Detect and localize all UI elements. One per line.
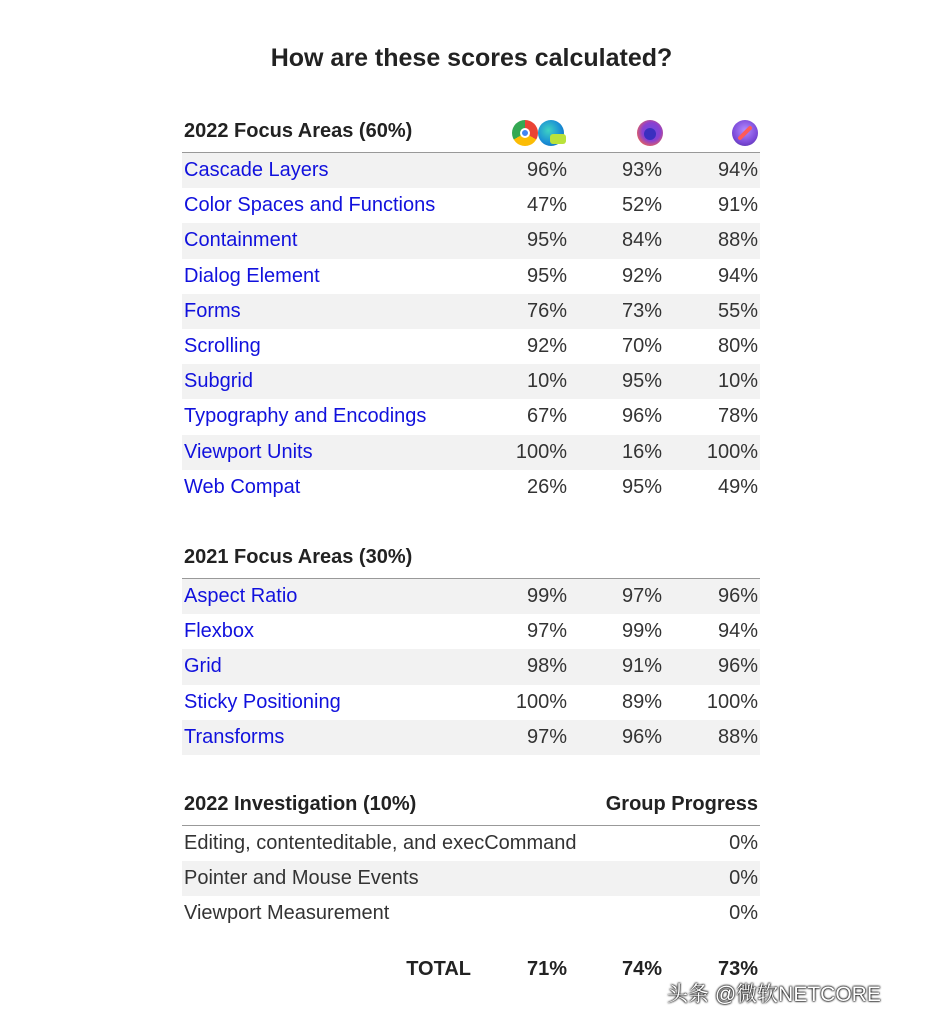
score-cell: 95%	[621, 370, 662, 393]
group-progress-heading: Group Progress	[605, 793, 758, 815]
feature-link-flexbox[interactable]: Flexbox	[184, 620, 255, 643]
feature-link-dialog-element[interactable]: Dialog Element	[184, 264, 320, 287]
score-cell: 89%	[621, 690, 662, 713]
score-cell: 100%	[515, 440, 567, 463]
table-row	[182, 223, 760, 258]
score-cell: 49%	[717, 475, 758, 498]
feature-link-subgrid[interactable]: Subgrid	[184, 370, 253, 393]
score-cell: 94%	[717, 159, 758, 181]
score-cell: 10%	[717, 370, 758, 393]
watermark: 头条 @微软NETCORE	[667, 983, 881, 1006]
score-cell: 100%	[706, 440, 758, 463]
score-cell: 96%	[717, 585, 758, 607]
safari-icon	[732, 120, 758, 146]
score-cell: 97%	[621, 585, 662, 607]
investigation-2022-table	[182, 785, 760, 932]
investigation-2022-header	[182, 785, 760, 826]
table-row	[182, 294, 760, 329]
table-row	[182, 153, 760, 188]
score-cell: 10%	[526, 370, 567, 393]
score-cell: 93%	[621, 159, 662, 181]
table-row	[182, 614, 760, 649]
table-row	[182, 470, 760, 505]
feature-link-typography[interactable]: Typography and Encodings	[184, 405, 427, 428]
feature-link-sticky-positioning[interactable]: Sticky Positioning	[184, 690, 341, 713]
table-row	[182, 364, 760, 399]
score-cell: 100%	[706, 690, 758, 713]
total-score: 73%	[717, 958, 758, 980]
score-cell: 78%	[717, 405, 758, 428]
focus-2021-header	[182, 538, 760, 579]
feature-link-color-spaces[interactable]: Color Spaces and Functions	[184, 194, 436, 217]
table-row	[182, 685, 760, 720]
score-cell: 88%	[717, 725, 758, 748]
focus-2022-header	[182, 112, 760, 153]
progress-cell: 0%	[729, 832, 758, 854]
score-cell: 97%	[526, 620, 567, 643]
score-cell: 96%	[621, 725, 662, 748]
feature-link-forms[interactable]: Forms	[184, 299, 241, 322]
focus-2021-heading: 2021 Focus Areas (30%)	[184, 546, 413, 568]
table-row	[182, 188, 760, 223]
score-cell: 99%	[526, 585, 567, 607]
score-cell: 92%	[526, 334, 567, 357]
feature-link-web-compat[interactable]: Web Compat	[184, 475, 301, 498]
score-cell: 55%	[717, 299, 758, 322]
investigation-name: Editing, contenteditable, and execCommand	[184, 832, 577, 854]
score-cell: 94%	[717, 620, 758, 643]
score-cell: 97%	[526, 725, 567, 748]
page-title: How are these scores calculated?	[270, 44, 673, 72]
score-cell: 84%	[621, 229, 662, 252]
score-cell: 98%	[526, 655, 567, 678]
focus-2022-table	[182, 112, 760, 505]
feature-link-viewport-units[interactable]: Viewport Units	[184, 440, 313, 463]
score-cell: 70%	[621, 334, 662, 357]
firefox-icon	[637, 120, 663, 146]
table-row	[182, 649, 760, 684]
score-cell: 94%	[717, 264, 758, 287]
table-row	[182, 435, 760, 470]
chrome-dev-icon	[512, 120, 538, 146]
score-cell: 99%	[621, 620, 662, 643]
table-row	[182, 579, 760, 614]
focus-2022-heading: 2022 Focus Areas (60%)	[184, 120, 413, 142]
investigation-name: Viewport Measurement	[184, 902, 390, 925]
table-row	[182, 861, 760, 896]
score-cell: 91%	[621, 655, 662, 678]
score-cell: 80%	[717, 334, 758, 357]
score-cell: 76%	[526, 299, 567, 322]
feature-link-transforms[interactable]: Transforms	[184, 725, 285, 748]
score-cell: 96%	[717, 655, 758, 678]
feature-link-aspect-ratio[interactable]: Aspect Ratio	[184, 585, 298, 607]
table-row	[182, 399, 760, 434]
score-cell: 95%	[526, 229, 567, 252]
score-cell: 100%	[515, 690, 567, 713]
table-row	[182, 329, 760, 364]
progress-cell: 0%	[729, 867, 758, 890]
edge-dev-icon	[538, 120, 564, 146]
focus-2021-table	[182, 538, 760, 755]
feature-link-grid[interactable]: Grid	[184, 655, 222, 678]
total-label: TOTAL	[406, 958, 471, 980]
table-row	[182, 896, 760, 931]
score-cell: 96%	[526, 159, 567, 181]
table-row	[182, 259, 760, 294]
score-cell: 26%	[526, 475, 567, 498]
score-cell: 52%	[621, 194, 662, 217]
score-cell: 88%	[717, 229, 758, 252]
table-row	[182, 826, 760, 861]
score-cell: 95%	[621, 475, 662, 498]
score-cell: 96%	[621, 405, 662, 428]
score-cell: 91%	[717, 194, 758, 217]
score-cell: 16%	[621, 440, 662, 463]
investigation-2022-heading: 2022 Investigation (10%)	[184, 793, 417, 815]
progress-cell: 0%	[729, 902, 758, 925]
score-cell: 47%	[526, 194, 567, 217]
investigation-name: Pointer and Mouse Events	[184, 867, 419, 890]
score-cell: 73%	[621, 299, 662, 322]
feature-link-scrolling[interactable]: Scrolling	[184, 334, 261, 357]
score-cell: 92%	[621, 264, 662, 287]
total-score: 74%	[621, 958, 662, 980]
total-score: 71%	[526, 958, 567, 980]
feature-link-containment[interactable]: Containment	[184, 229, 298, 252]
table-row	[182, 720, 760, 755]
score-cell: 95%	[526, 264, 567, 287]
score-cell: 67%	[526, 405, 567, 428]
feature-link-cascade-layers[interactable]: Cascade Layers	[184, 159, 329, 181]
